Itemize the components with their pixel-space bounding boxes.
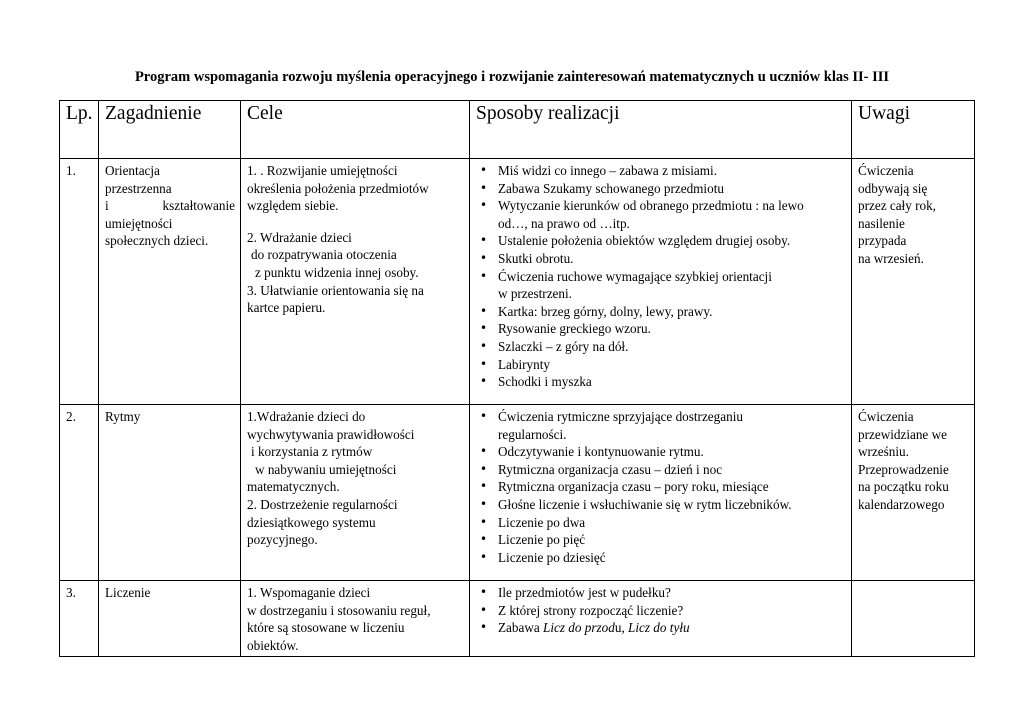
item-text — [498, 619, 846, 637]
item-text: • Labirynty — [498, 356, 551, 372]
list-item — [476, 356, 846, 374]
list-item — [476, 443, 846, 461]
cell-cele — [241, 159, 470, 405]
header-row — [60, 101, 975, 159]
header-cele: Cele — [241, 101, 470, 159]
list-item — [476, 602, 846, 620]
blank-line — [247, 215, 464, 229]
item-text: • Miś widzi co innego – zabawa z misiami. — [498, 163, 718, 178]
program-table — [59, 100, 975, 657]
table-row — [60, 581, 975, 657]
text-line: wrześniu. — [858, 444, 909, 460]
list-item — [476, 268, 846, 303]
cell-sposoby — [470, 581, 852, 657]
text-segment: u, — [614, 620, 629, 636]
cell-uwagi — [852, 159, 975, 405]
text-line: w dostrzeganiu i stosowaniu reguł, — [247, 602, 431, 618]
text-line: wychwytywania prawidłowości — [247, 426, 415, 442]
text-line: przewidziane we — [858, 426, 947, 442]
list-item — [476, 180, 846, 198]
table-row — [60, 159, 975, 405]
item-text: regularności. — [498, 426, 567, 442]
italic-segment: Licz do tyłu — [628, 620, 690, 636]
text-line: względem siebie. — [247, 198, 339, 214]
text-line: 1. . Rozwijanie umiejętności — [247, 163, 398, 178]
item-text: od…, na prawo od …itp. — [498, 215, 630, 231]
text-line: pozycyjnego. — [247, 532, 318, 548]
list-item — [476, 514, 846, 532]
header-lp: Lp. — [60, 101, 99, 159]
text-line: 2. Dostrzeżenie regularności — [247, 496, 398, 512]
cell-uwagi — [852, 405, 975, 581]
text-line: z punktu widzenia innej osoby. — [255, 264, 419, 280]
text-line: matematycznych. — [247, 479, 340, 495]
item-text: • Liczenie po dwa — [498, 514, 586, 530]
text-line: 1.Wdrażanie dzieci do — [247, 409, 366, 424]
list-item — [476, 496, 846, 514]
item-text: • Odczytywanie i kontynuowanie rytmu. — [498, 444, 704, 460]
cell-lp: 3. — [60, 581, 99, 657]
cell-cele — [241, 581, 470, 657]
text-line: obiektów. — [247, 637, 299, 653]
text-line: 2. Wdrażanie dzieci — [247, 229, 352, 245]
text-line: Przeprowadzenie — [858, 461, 949, 477]
text-line: 3. Ułatwianie orientowania się na — [247, 282, 424, 298]
text-line: umiejętności — [105, 215, 173, 231]
text-line: dziesiątkowego systemu — [247, 514, 376, 530]
item-text: • Kartka: brzeg górny, dolny, lewy, prawy. — [498, 303, 713, 319]
list-item — [476, 531, 846, 549]
item-text: • Schodki i myszka — [498, 374, 592, 390]
list-item — [476, 584, 846, 602]
list-item — [476, 408, 846, 443]
item-text: • Liczenie po pięć — [498, 532, 586, 548]
list-item — [476, 619, 846, 637]
header-sposoby: Sposoby realizacji — [470, 101, 852, 159]
text-line: przypada — [858, 233, 907, 249]
item-text: • Ćwiczenia ruchowe wymagające szybkiej orientacji — [498, 268, 772, 284]
cell-uwagi — [852, 581, 975, 657]
item-text: • Głośne liczenie i wsłuchiwanie się w rytm liczebników. — [498, 496, 792, 512]
cell-zagadnienie — [99, 159, 241, 405]
text-line: Ćwiczenia — [858, 409, 914, 424]
item-text: • Rysowanie greckiego wzoru. — [498, 321, 651, 337]
bullet-list — [476, 162, 846, 391]
bullet-list — [476, 584, 846, 637]
cell-zagadnienie — [99, 581, 241, 657]
item-text: • Ćwiczenia rytmiczne sprzyjające dostrzeganiu — [498, 409, 743, 424]
list-item — [476, 478, 846, 496]
text-line: przez cały rok, — [858, 198, 936, 214]
text-line: nasilenie — [858, 215, 905, 231]
list-item — [476, 232, 846, 250]
text-line: przestrzenna — [105, 180, 172, 196]
cell-lp: 2. — [60, 405, 99, 581]
text-line: do rozpatrywania otoczenia — [251, 247, 397, 263]
text-line: Rytmy — [105, 409, 141, 424]
item-text: • Skutki obrotu. — [498, 250, 574, 266]
text-line: odbywają się — [858, 180, 928, 196]
item-text: w przestrzeni. — [498, 286, 572, 302]
text-line: Orientacja — [105, 163, 160, 178]
cell-sposoby — [470, 159, 852, 405]
item-text: • Rytmiczna organizacja czasu – pory roku, miesiące — [498, 479, 769, 495]
item-text: • Rytmiczna organizacja czasu – dzień i noc — [498, 461, 723, 477]
list-item — [476, 461, 846, 479]
list-item — [476, 250, 846, 268]
text-line: społecznych dzieci. — [105, 233, 209, 249]
item-text: • Ustalenie położenia obiektów względem drugiej osoby. — [498, 233, 791, 249]
text-line: Liczenie — [105, 585, 151, 600]
text-line: Ćwiczenia — [858, 163, 914, 178]
cell-sposoby — [470, 405, 852, 581]
list-item — [476, 303, 846, 321]
header-uwagi: Uwagi — [852, 101, 975, 159]
text-line: kalendarzowego — [858, 496, 945, 512]
list-item — [476, 320, 846, 338]
italic-segment: Licz do przod — [543, 620, 615, 636]
text-line — [105, 197, 235, 215]
item-text: • Ile przedmiotów jest w pudełku? — [498, 585, 671, 600]
item-text: • Liczenie po dziesięć — [498, 549, 606, 565]
cell-lp: 1. — [60, 159, 99, 405]
item-text: • Zabawa Szukamy schowanego przedmiotu — [498, 180, 724, 196]
item-text: • Wytyczanie kierunków od obranego przedmiotu : na lewo — [498, 198, 804, 214]
item-text: • Z której strony rozpocząć liczenie? — [498, 602, 684, 618]
list-item — [476, 549, 846, 567]
text-word: i — [105, 198, 109, 214]
header-zagadnienie: Zagadnienie — [99, 101, 241, 159]
text-line: na początku roku — [858, 479, 949, 495]
text-line: w nabywaniu umiejętności — [255, 461, 397, 477]
list-item — [476, 162, 846, 180]
text-line: które są stosowane w liczeniu — [247, 620, 405, 636]
bullet-list — [476, 408, 846, 566]
list-item — [476, 373, 846, 391]
list-item — [476, 197, 846, 232]
text-line: 1. Wspomaganie dzieci — [247, 585, 371, 600]
text-line: i korzystania z rytmów — [251, 444, 373, 460]
item-text: • Szlaczki – z góry na dół. — [498, 338, 629, 354]
text-segment: Zabawa — [498, 620, 544, 636]
document-title: Program wspomagania rozwoju myślenia operacyjnego i rozwijanie zainteresowań matematycznych u uczniów klas II- III — [134, 69, 890, 85]
list-item — [476, 338, 846, 356]
cell-zagadnienie — [99, 405, 241, 581]
text-line: na wrzesień. — [858, 250, 924, 266]
text-line: kartce papieru. — [247, 300, 326, 316]
table-row — [60, 405, 975, 581]
text-word: kształtowanie — [162, 198, 235, 214]
text-line: określenia położenia przedmiotów — [247, 180, 429, 196]
cell-cele — [241, 405, 470, 581]
